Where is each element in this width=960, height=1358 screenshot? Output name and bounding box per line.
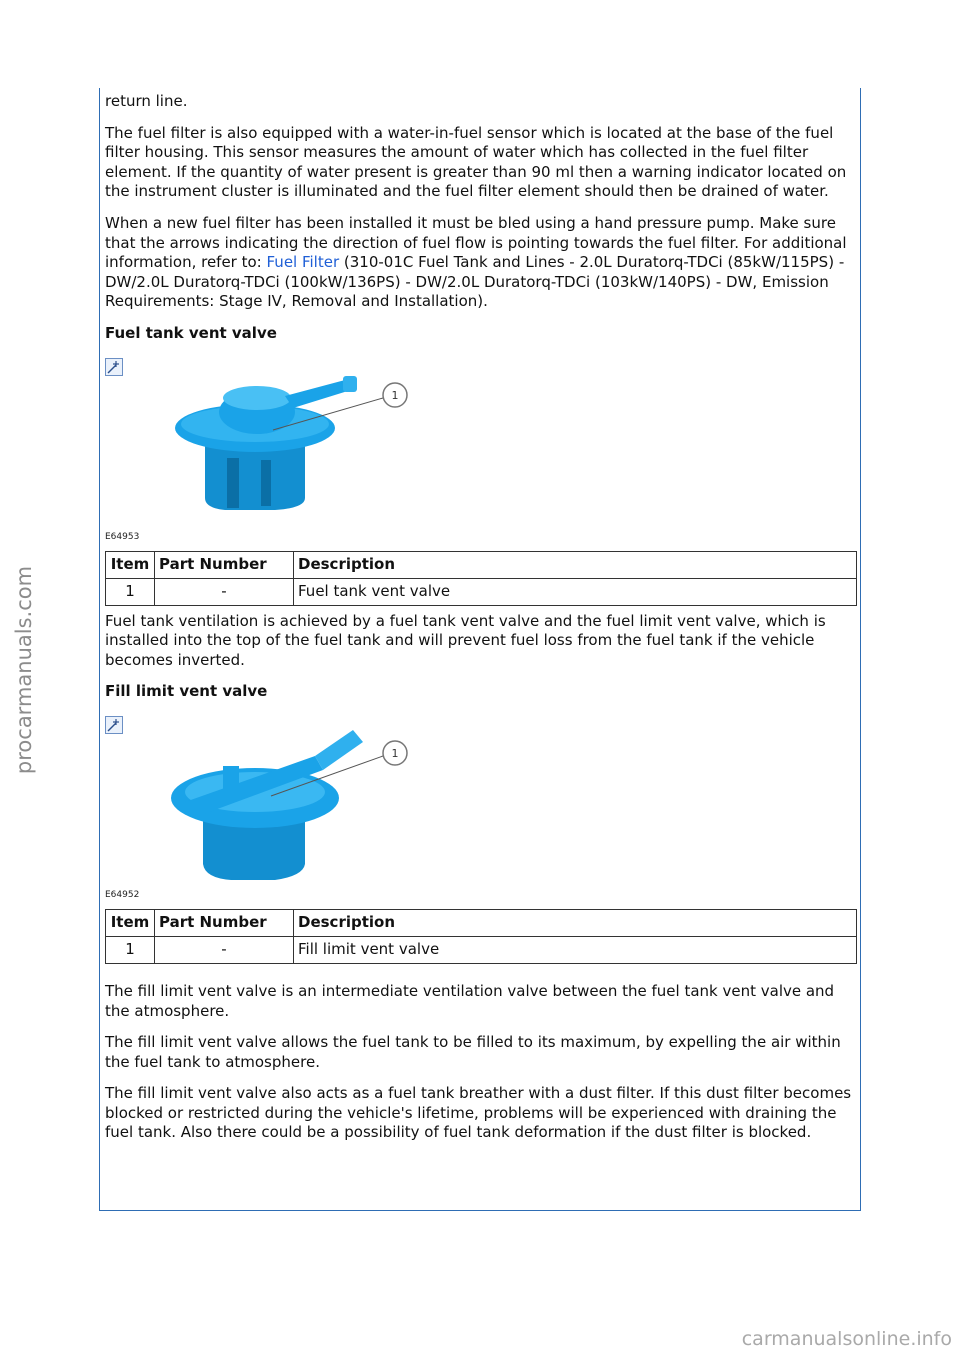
- col-description: Description: [294, 909, 857, 936]
- col-item: Item: [106, 551, 155, 578]
- table-header-row: [106, 909, 857, 936]
- figure-fill-limit-vent-valve: [105, 714, 857, 909]
- document-body: [105, 92, 857, 1155]
- table-row: [106, 578, 857, 605]
- callout-1: 1: [391, 388, 399, 402]
- paragraph-bleeding: [105, 214, 857, 312]
- col-item: Item: [106, 909, 155, 936]
- zoom-icon[interactable]: [105, 716, 123, 734]
- table-header-row: [106, 551, 857, 578]
- figure-code: E64952: [105, 889, 140, 900]
- paragraph-intermediate: The fill limit vent valve is an intermediate ventilation valve between the fuel tank vent valve and the atmosphere.: [105, 981, 835, 1020]
- cell-part-number: -: [155, 936, 294, 963]
- figure-fuel-tank-vent-valve: [105, 356, 857, 551]
- paragraph-expelling-air: The fill limit vent valve allows the fuel tank to be filled to its maximum, by expelling the air within the fuel tank to atmosphere.: [105, 1033, 841, 1071]
- paragraph-water-in-fuel: The fuel filter is also equipped with a water-in-fuel sensor which is located at the base of the fuel filter housing. This sensor measures the amount of water which has collected in the fuel filter element. If the quantity of water present is greater than 90 ml then a warning indicator located on the instrument cluster is illuminated and the fuel filter element should then be drained of water.: [105, 123, 847, 201]
- callout-1: 1: [391, 746, 399, 760]
- cell-description: Fill limit vent valve: [294, 936, 857, 963]
- fuel-filter-link[interactable]: Fuel Filter: [266, 253, 340, 272]
- table-row: [106, 936, 857, 963]
- fuel-tank-vent-valve-image: [165, 368, 465, 523]
- col-description: Description: [294, 551, 857, 578]
- cell-item: 1: [106, 936, 155, 963]
- heading-fuel-tank-vent-valve: Fuel tank vent valve: [105, 323, 277, 342]
- side-watermark: [8, 560, 40, 780]
- paragraph-dust-filter: The fill limit vent valve also acts as a fuel tank breather with a dust filter. If this dust filter becomes blocked or restricted during the vehicle's lifetime, problems will be experienced with draining the fuel tank. Also there could be a possibility of fuel tank deformation if the dust filter is blocked.: [105, 1084, 852, 1142]
- col-part-number: Part Number: [155, 551, 294, 578]
- footer-watermark: carmanualsonline.info: [741, 1328, 952, 1350]
- zoom-icon[interactable]: [105, 358, 123, 376]
- fill-limit-vent-valve-image: [165, 726, 465, 881]
- heading-fill-limit-vent-valve: Fill limit vent valve: [105, 682, 268, 701]
- parts-table-fill-limit: [105, 909, 857, 964]
- parts-table-vent-valve: [105, 551, 857, 606]
- paragraph-bleeding-text: When a new fuel filter has been installed it must be bled using a hand pressure pump. Make sure that the arrows indicating the direction of fuel flow is pointing towards the fuel filter. For additional information, refer to:: [105, 213, 847, 272]
- col-part-number: Part Number: [155, 909, 294, 936]
- figure-code: E64953: [105, 531, 140, 542]
- paragraph-ventilation: Fuel tank ventilation is achieved by a fuel tank vent valve and the fuel limit vent valve, which is installed into the top of the fuel tank and will prevent fuel loss from the fuel tank if the vehicle becomes inverted.: [105, 611, 826, 669]
- cell-part-number: -: [155, 578, 294, 605]
- cell-description: Fuel tank vent valve: [294, 578, 857, 605]
- side-watermark-text: procarmanuals.com: [12, 565, 36, 775]
- paragraph-bleeding-ref: (310-01C Fuel Tank and Lines - 2.0L Duratorq-TDCi (85kW/115PS) - DW/2.0L Duratorq-TDCi (100kW/136PS) - DW/2.0L Duratorq-TDCi (103kW/140PS) - DW, Emission Requirements: Stage IV, Removal and Installation).: [105, 253, 845, 311]
- paragraph-return-line: return line.: [105, 92, 188, 110]
- cell-item: 1: [106, 578, 155, 605]
